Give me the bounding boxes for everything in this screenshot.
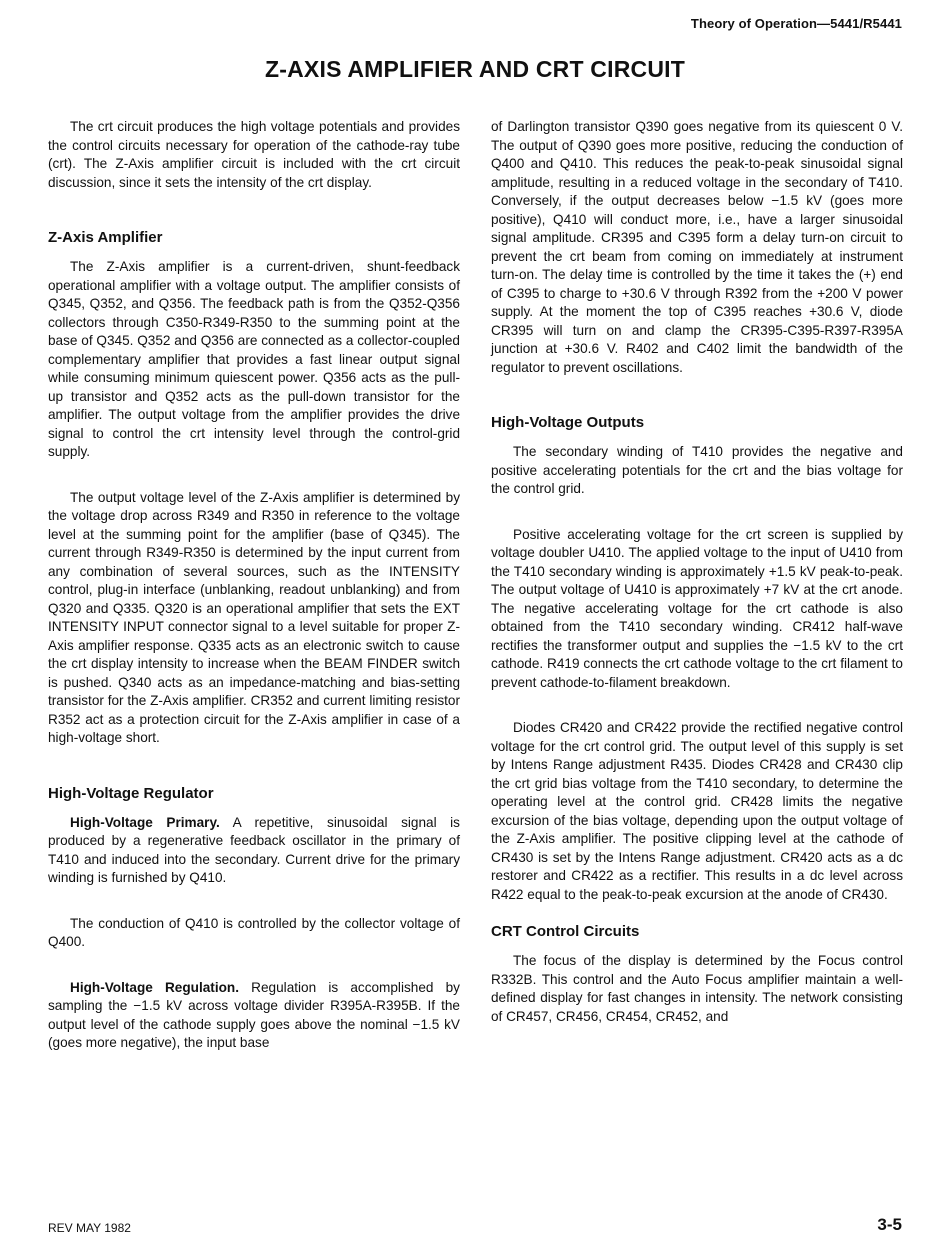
high-voltage-primary-paragraph	[48, 814, 460, 888]
z-axis-paragraph-2: The output voltage level of the Z-Axis amplifier is determined by the voltage drop across R349 and R350 in reference to the voltage level at the summing point for the amplifier (base of Q345). The current through R349-R350 is determined by the input current from any combination of several sources, such as the INTENSITY control, plug-in interface (unblanking, readout unblanking) and from Q320 and Q335. Q320 is an operational amplifier that sets the EXT INTENSITY INPUT connector signal to a level suitable for proper Z-Axis amplifier response. Q335 acts as an electronic switch to cause the crt display intensity to increase when the BEAM FINDER switch is pushed. Q340 acts as an impedance-matching and bias-setting transistor for the Z-Axis amplifier. CR352 and current limiting resistor R352 act as a protection circuit for the Z-Axis amplifier in case of a high-voltage short.	[48, 489, 460, 745]
high-voltage-outputs-heading: High-Voltage Outputs	[491, 414, 645, 431]
running-head: Theory of Operation—5441/R5441	[690, 16, 902, 31]
intro-paragraph: The crt circuit produces the high voltage potentials and provides the control circuits necessary for operation of the cathode-ray tube (crt). The Z-Axis amplifier circuit is included with the crt circuit discussion, since it sets the intensity of the crt display.	[48, 119, 460, 190]
right-column	[491, 118, 903, 1026]
high-voltage-outputs-paragraph-1: The secondary winding of T410 provides the negative and positive accelerating potentials for the crt and the bias voltage for the control grid.	[491, 444, 903, 496]
high-voltage-outputs-paragraph-3: Diodes CR420 and CR422 provide the rectified negative control voltage for the crt control grid. The output level of this supply is set by Intens Range adjustment R435. Diodes CR428 and CR430 clip the crt grid bias voltage from the T410 secondary, to determine the operating level at the control grid. CR428 limits the negative excursion of the bias voltage, depending upon the output voltage of the Z-Axis amplifier. The positive clipping level at the cathode of CR430 is set by the Intens Range adjustment. CR420 acts as a dc restorer and CR422 as a rectifier. This results in a dc level across R422 equal to the peak-to-peak excursion at the anode of CR430.	[491, 720, 903, 902]
high-voltage-regulation-text: Regulation is accomplished by sampling the −1.5 kV across voltage divider R395A-R395B. If the output level of the cathode supply goes above the nominal −1.5 kV (goes more negative), the input base	[48, 979, 460, 1050]
crt-control-paragraph-1: The focus of the display is determined by the Focus control R332B. This control and the Auto Focus amplifier maintain a well-defined display for fast changes in intensity. The network consisting of CR457, CR456, CR454, CR452, and	[491, 953, 903, 1024]
left-column	[48, 118, 460, 1053]
high-voltage-primary-text: A repetitive, sinusoidal signal is produced by a regenerative feedback oscillator in the primary of T410 and induced into the secondary. Current drive for the primary winding is furnished by Q410.	[48, 814, 460, 885]
z-axis-amplifier-heading: Z-Axis Amplifier	[48, 229, 163, 246]
page-number: 3-5	[877, 1215, 902, 1234]
high-voltage-regulator-heading: High-Voltage Regulator	[48, 784, 214, 802]
high-voltage-regulation-runin: High-Voltage Regulation.	[70, 979, 239, 995]
revision-date: REV MAY 1982	[48, 1221, 131, 1235]
high-voltage-outputs-paragraph-2: Positive accelerating voltage for the crt screen is supplied by voltage doubler U410. The applied voltage to the input of U410 from the T410 secondary winding is approximately +1.5 kV peak-to-peak. The output voltage of U410 is approximately +7 kV at the crt anode. The negative accelerating voltage for the crt cathode is also obtained from the T410 secondary winding. CR412 half-wave rectifies the transformer output and supplies the −1.5 kV to the crt cathode. R419 connects the crt cathode voltage to the crt filament to prevent cathode-to-filament breakdown.	[491, 526, 903, 690]
crt-control-circuits-heading: CRT Control Circuits	[491, 923, 640, 940]
q410-paragraph: The conduction of Q410 is controlled by the collector voltage of Q400.	[48, 915, 460, 949]
z-axis-paragraph-1: The Z-Axis amplifier is a current-driven, shunt-feedback operational amplifier with a voltage output. The amplifier consists of Q345, Q352, and Q356. The feedback path is from the Q352-Q356 collectors through C350-R349-R350 to the summing point at the base of Q345. Q352 and Q356 are connected as a collector-coupled complementary amplifier that provides a fast linear output signal while consuming minimum quiescent power. Q356 acts as the pull-up transistor and Q352 acts as the pull-down transistor for the amplifier. The output voltage from the amplifier provides the drive signal to control the crt intensity level through the control-grid supply.	[48, 259, 460, 459]
continued-paragraph: of Darlington transistor Q390 goes negative from its quiescent 0 V. The output of Q390 goes more positive, reducing the conduction of Q400 and Q410. This reduces the peak-to-peak sinusoidal signal amplitude, resulting in a reduced voltage in the secondary of T410. Conversely, if the output decreases below −1.5 kV (goes more positive), Q410 will conduct more, i.e., have a larger sinusoidal signal amplitude. CR395 and C395 form a delay turn-on circuit to prevent the crt beam from coming on immediately at instrument turn-on. The delay time is controlled by the time it takes the (+) end of C395 to charge to +30.6 V through R392 from the +200 V power supply. At the moment the top of C395 reaches +30.6 V, diode CR395 will turn on and clamp the CR395-C395-R397-R395A junction at +30.6 V. R402 and C402 limit the bandwidth of the regulator to prevent oscillations.	[491, 119, 903, 375]
high-voltage-regulation-paragraph	[48, 979, 460, 1053]
page-title: Z-AXIS AMPLIFIER AND CRT CIRCUIT	[265, 56, 685, 82]
high-voltage-primary-runin: High-Voltage Primary.	[70, 814, 220, 830]
